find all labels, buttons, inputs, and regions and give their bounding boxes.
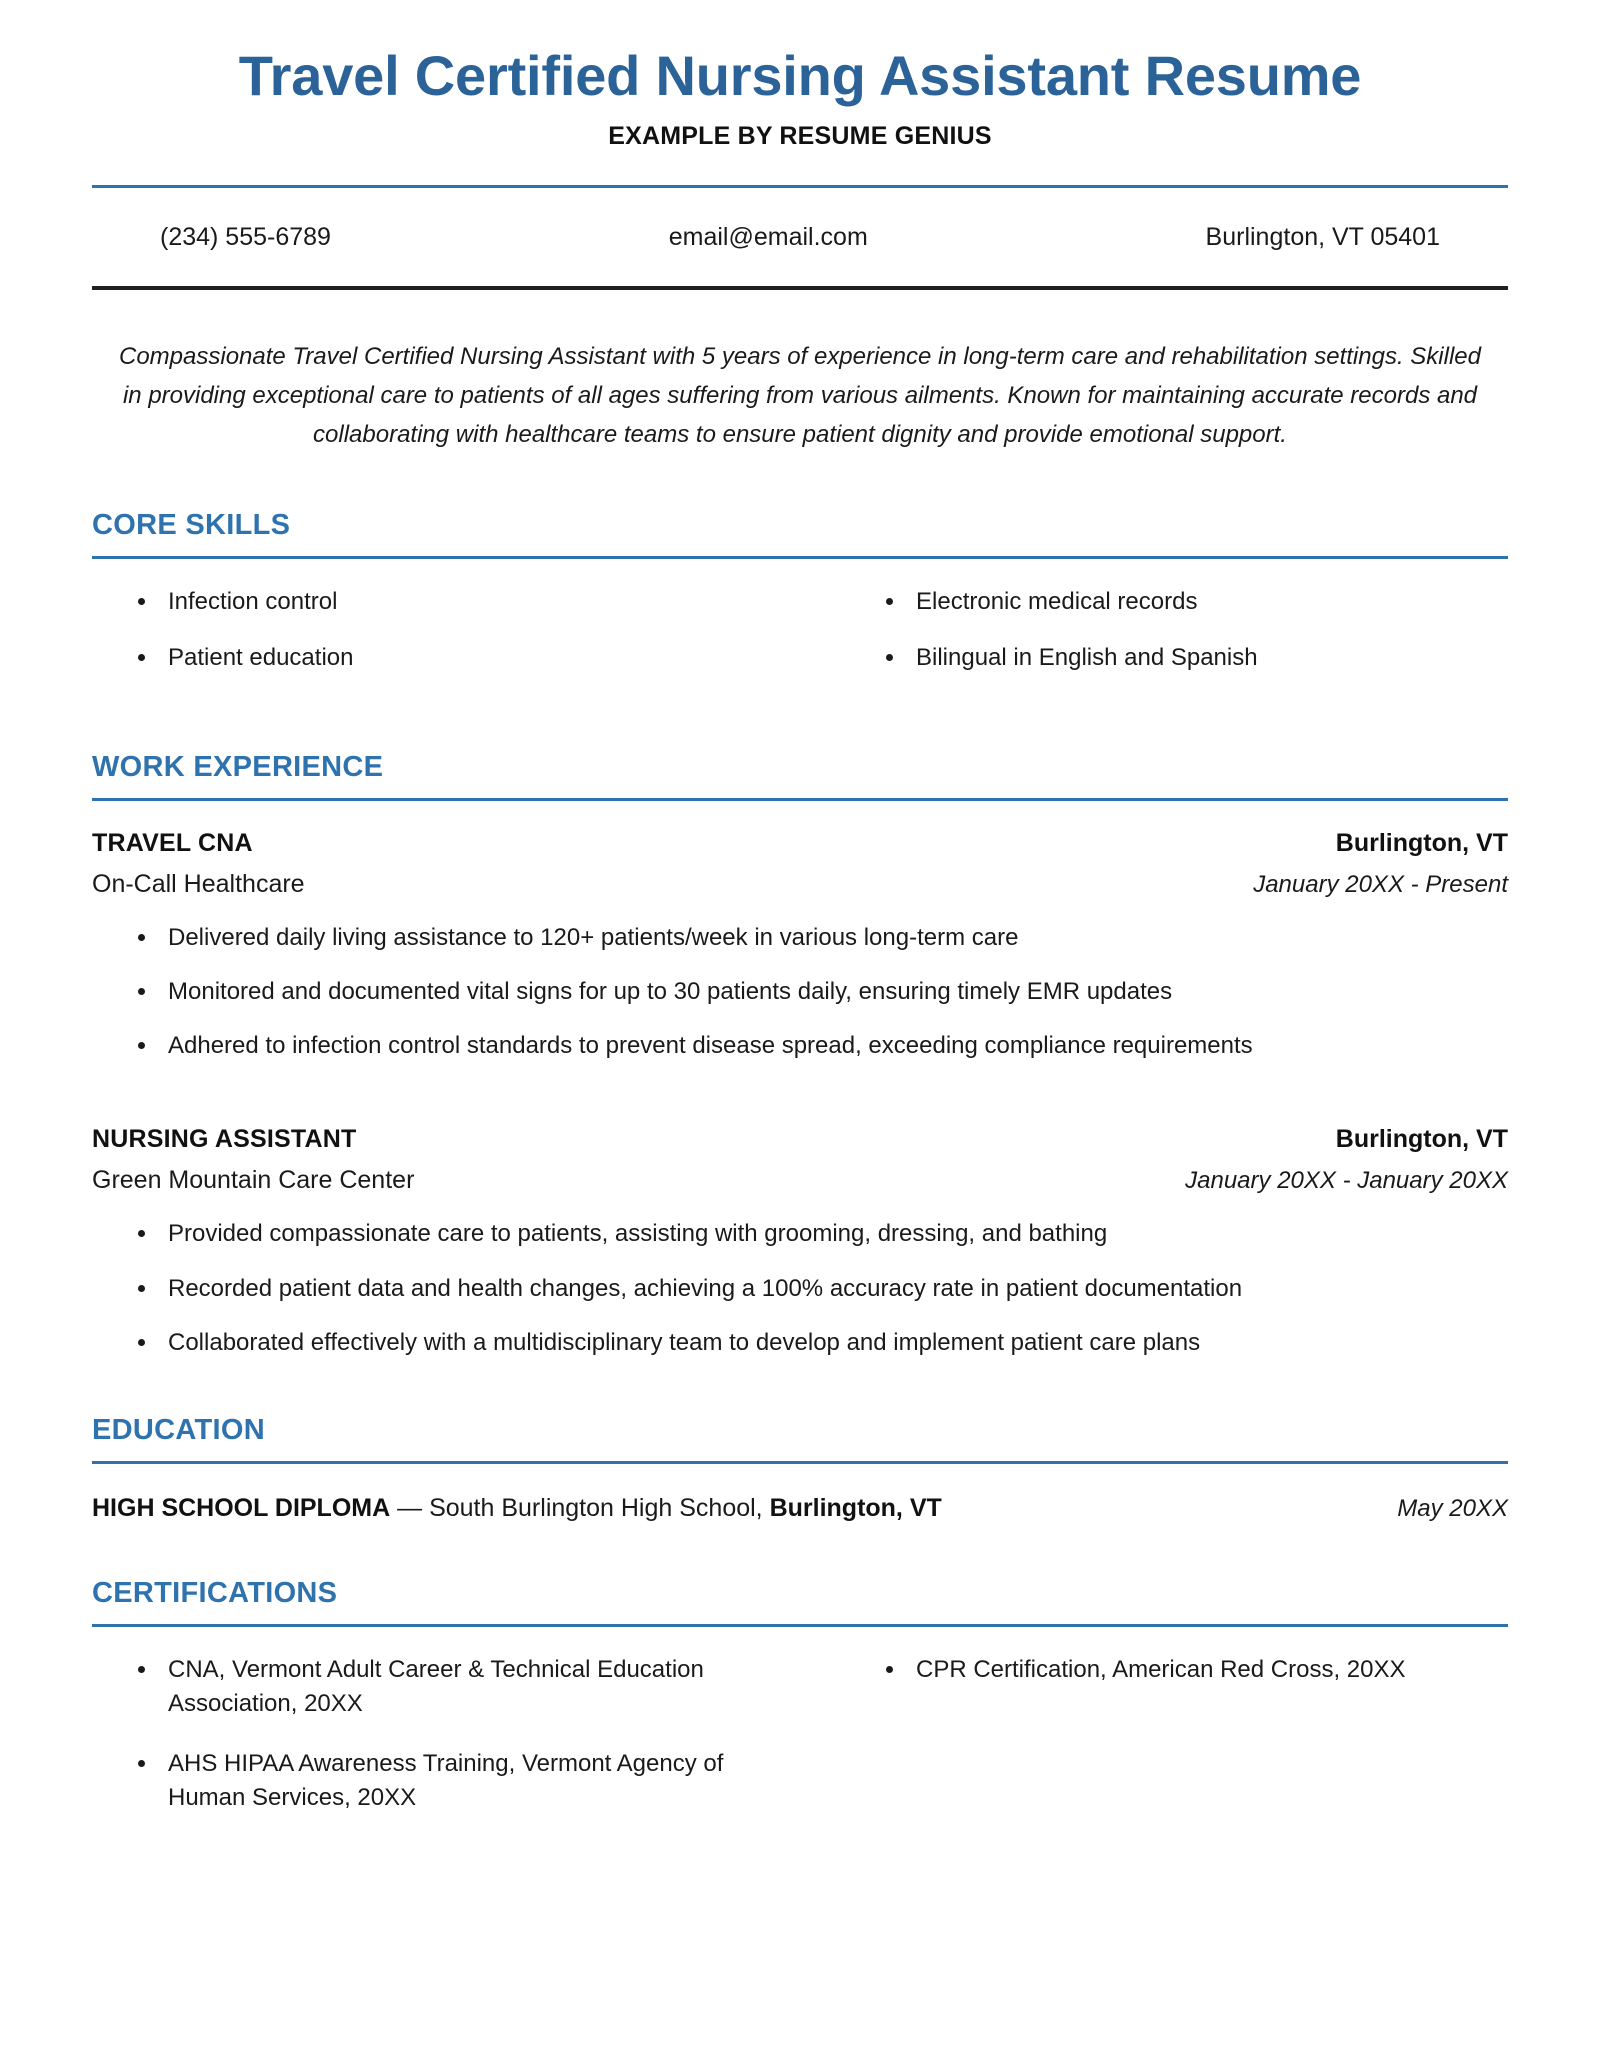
education-school-location: Burlington, VT — [769, 1493, 942, 1522]
list-item: Monitored and documented vital signs for up to 30 patients daily, ensuring timely EMR updates — [92, 975, 1508, 1009]
list-item: AHS HIPAA Awareness Training, Vermont Agency of Human Services, 20XX — [92, 1747, 800, 1815]
section-heading-work-experience: WORK EXPERIENCE — [92, 751, 384, 784]
certifications-left-column — [92, 1653, 800, 1841]
education-details — [92, 1494, 942, 1523]
contact-location: Burlington, VT 05401 — [1205, 222, 1440, 251]
list-item: Electronic medical records — [840, 585, 1508, 619]
education-date: May 20XX — [1397, 1494, 1508, 1522]
contact-row — [92, 188, 1508, 286]
professional-summary: Compassionate Travel Certified Nursing Assistant with 5 years of experience in long-term care and rehabilitation settings. Skilled in providing exceptional care to patients of all ages suffering from various ailments. Known for maintaining accurate records and collaborating with healthcare teams to ensure patient dignity and provide emotional support. — [119, 343, 1481, 449]
contact-phone[interactable]: (234) 555-6789 — [160, 222, 331, 251]
job-title-row — [92, 1125, 1508, 1154]
certifications-right-column — [800, 1653, 1508, 1841]
list-item: CNA, Vermont Adult Career & Technical Education Association, 20XX — [92, 1653, 800, 1721]
work-experience-entry — [92, 1083, 1508, 1359]
list-item: Patient education — [92, 641, 800, 675]
section-heading-core-skills: CORE SKILLS — [92, 509, 291, 542]
job-dates: January 20XX - Present — [1253, 871, 1508, 899]
section-work-experience — [92, 751, 1508, 1359]
contact-email[interactable]: email@email.com — [668, 222, 868, 251]
job-company: On-Call Healthcare — [92, 870, 305, 899]
job-title-row — [92, 829, 1508, 858]
core-skills-columns — [92, 559, 1508, 697]
core-skills-right-column — [800, 585, 1508, 697]
job-location: Burlington, VT — [1335, 1125, 1508, 1154]
section-certifications — [92, 1577, 1508, 1841]
section-education — [92, 1414, 1508, 1523]
job-location: Burlington, VT — [1335, 829, 1508, 858]
education-separator: — — [390, 1493, 430, 1522]
list-item: Collaborated effectively with a multidisciplinary team to develop and implement patient care plans — [92, 1326, 1508, 1360]
education-degree: HIGH SCHOOL DIPLOMA — [92, 1493, 391, 1522]
job-title: NURSING ASSISTANT — [92, 1125, 357, 1154]
list-item: Infection control — [92, 585, 800, 619]
list-item: Provided compassionate care to patients, assisting with grooming, dressing, and bathing — [92, 1217, 1508, 1251]
list-item: Bilingual in English and Spanish — [840, 641, 1508, 675]
section-core-skills — [92, 509, 1508, 697]
job-company: Green Mountain Care Center — [92, 1166, 415, 1195]
section-heading-certifications: CERTIFICATIONS — [92, 1576, 338, 1609]
certifications-columns — [92, 1627, 1508, 1841]
education-entry — [92, 1464, 1508, 1523]
job-company-row — [92, 870, 1508, 899]
list-item: Adhered to infection control standards to prevent disease spread, exceeding compliance requirements — [92, 1029, 1508, 1063]
work-experience-entry — [92, 801, 1508, 1063]
job-bullet-list — [92, 1217, 1508, 1359]
list-item: CPR Certification, American Red Cross, 20XX — [840, 1653, 1508, 1687]
core-skills-list-left — [92, 585, 800, 675]
certifications-list-right — [840, 1653, 1508, 1687]
job-dates: January 20XX - January 20XX — [1185, 1167, 1508, 1195]
page-subtitle: EXAMPLE BY RESUME GENIUS — [608, 122, 992, 151]
resume-header — [92, 0, 1508, 151]
education-school: South Burlington High School, — [429, 1493, 770, 1522]
page-title: Travel Certified Nursing Assistant Resume — [238, 44, 1362, 107]
certifications-list-left — [92, 1653, 800, 1815]
list-item: Delivered daily living assistance to 120+ patients/week in various long-term care — [92, 921, 1508, 955]
job-title: TRAVEL CNA — [92, 829, 253, 858]
job-bullet-list — [92, 921, 1508, 1063]
core-skills-list-right — [840, 585, 1508, 675]
job-company-row — [92, 1166, 1508, 1195]
list-item: Recorded patient data and health changes, achieving a 100% accuracy rate in patient documentation — [92, 1272, 1508, 1306]
section-heading-education: EDUCATION — [92, 1413, 265, 1446]
core-skills-left-column — [92, 585, 800, 697]
